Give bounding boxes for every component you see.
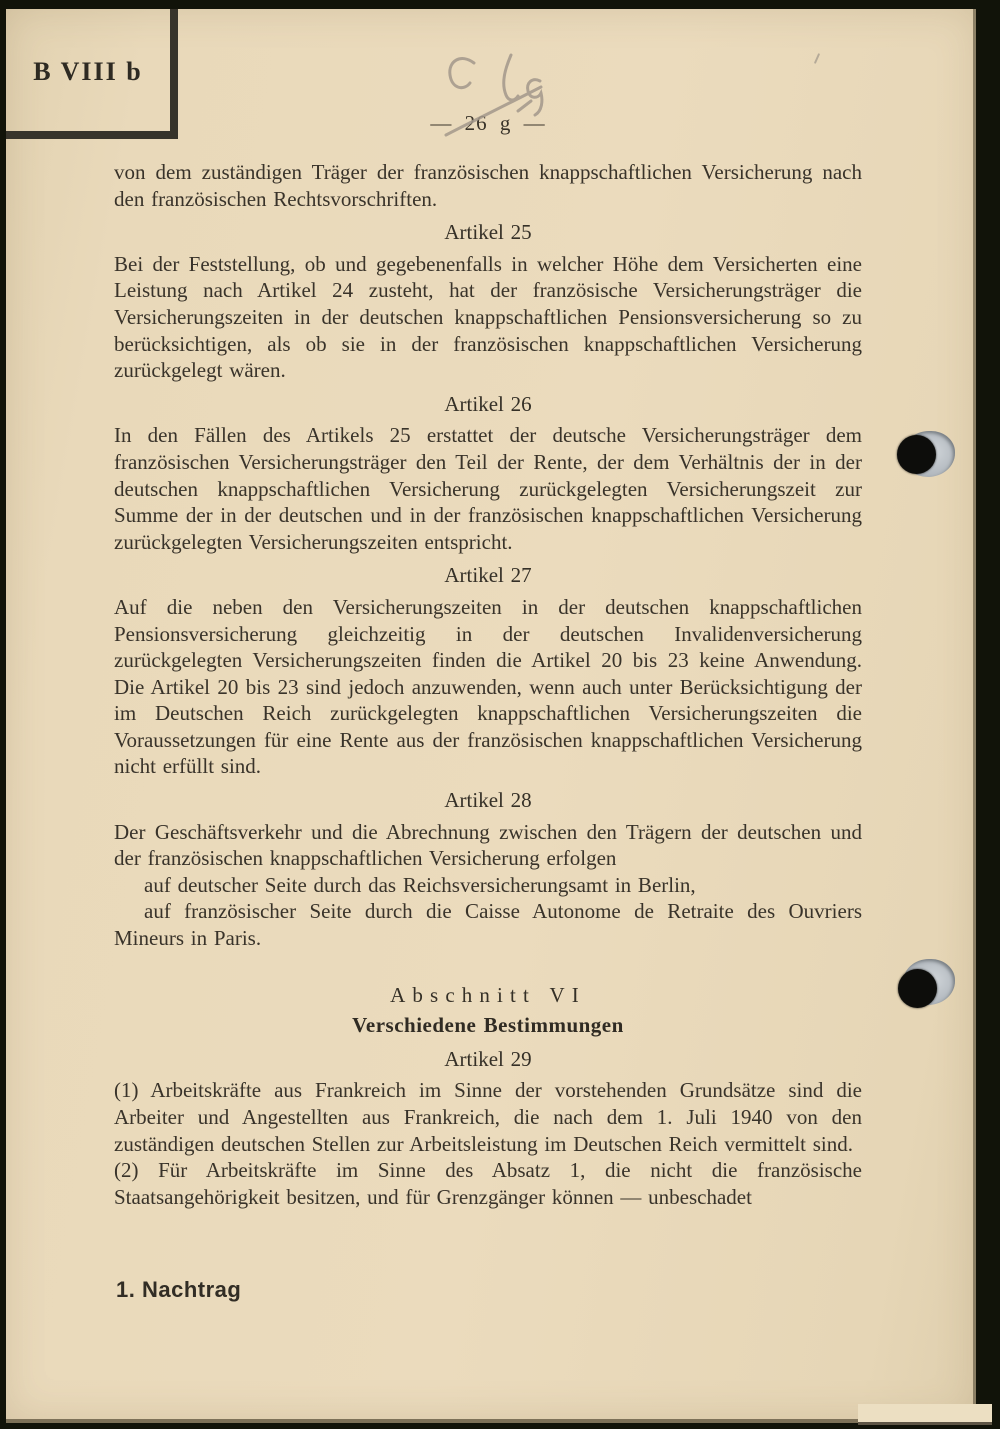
article-heading: Artikel 26 — [444, 391, 532, 416]
section-subheading: Verschiedene Bestimmungen — [352, 1013, 624, 1038]
pencil-tick-mark — [814, 53, 820, 64]
document-page — [6, 9, 976, 1423]
underlying-sheet-edge — [858, 1404, 992, 1425]
pencil-strokes-icon — [398, 49, 608, 159]
section-paragraph: (2) Für Arbeitskräfte im Sinne des Absatz 1, die nicht die französische Staatsangehörigkeit besitzen, und für Grenzgänger können — unbeschadet — [114, 1158, 862, 1209]
footer-supplement-label: 1. Nachtrag — [116, 1277, 242, 1302]
article-paragraph: Der Geschäftsverkehr und die Abrechnung zwischen den Trägern der deutschen und der französischen knappschaftlichen Versicherung erfolgen — [114, 819, 862, 871]
intro-paragraph: von dem zuständigen Träger der französischen knappschaftlichen Versicherung nach den französischen Rechtsvorschriften. — [114, 160, 862, 211]
punch-hole-opening — [897, 435, 936, 474]
section-paragraph: (1) Arbeitskräfte aus Frankreich im Sinne der vorstehenden Grundsätze sind die Arbeiter und Angestellten aus Frankreich, die nach dem 1. Juli 1940 von den zuständigen deutschen Stellen zur Arbeitsleistung im Deutschen Reich vermittelt sind. — [114, 1078, 862, 1156]
indented-clause: auf deutscher Seite durch das Reichsversicherungsamt in Berlin, — [144, 872, 696, 897]
punch-hole-opening — [898, 969, 937, 1008]
article-paragraph: In den Fällen des Artikels 25 erstattet der deutsche Versicherungsträger dem französischen Versicherungsträger den Teil der Rente, der dem Verhältnis der in der deutschen knappschaftlichen Versicherung zurückgelegten Versicherungszeit zur Summe der in der deutschen und in der französischen knappschaftlichen Versicherung zurückgelegten Versicherungszeiten entspricht. — [114, 423, 862, 554]
article-heading: Artikel 27 — [444, 563, 532, 588]
classification-label: B VIII b — [33, 57, 143, 86]
article-heading: Artikel 25 — [444, 220, 532, 245]
indented-clause: auf französischer Seite durch die Caisse Autonome de Retraite des Ouvriers Mineurs in Paris. — [114, 899, 862, 951]
page-number: — 26 g — — [430, 111, 546, 135]
article-paragraph: Auf die neben den Versicherungszeiten in der deutschen knappschaftlichen Pensionsversicherung gleichzeitig in der deutschen Invalidenversicherung zurückgelegten Versicherungszeiten finden die Artikel 20 bis 23 keine Anwendung. Die Artikel 20 bis 23 sind jedoch anzuwenden, wenn auch unter Berücksichtigung der im Deutschen Reich zurückgelegten knappschaftlichen Versicherungszeiten die Voraussetzungen für eine Rente aus der französischen knappschaftlichen Versicherung nicht erfüllt sind. — [114, 594, 862, 779]
article-paragraph: Bei der Feststellung, ob und gegebenenfalls in welcher Höhe dem Versicherten eine Leistung nach Artikel 24 zusteht, hat der französische Versicherungsträger die Versicherungszeiten in der deutschen knappschaftlichen Pensionsversicherung so zu berücksichtigen, als ob sie in der französischen knappschaftlichen Versicherung zurückgelegt wären. — [114, 251, 862, 383]
document-body — [114, 159, 862, 1210]
article-heading: Artikel 28 — [444, 788, 532, 813]
punch-hole — [891, 429, 949, 479]
article-heading: Artikel 29 — [444, 1046, 532, 1071]
section-heading: Abschnitt VI — [390, 982, 586, 1007]
punch-hole — [895, 961, 953, 1011]
handwritten-pencil-note — [398, 49, 608, 159]
